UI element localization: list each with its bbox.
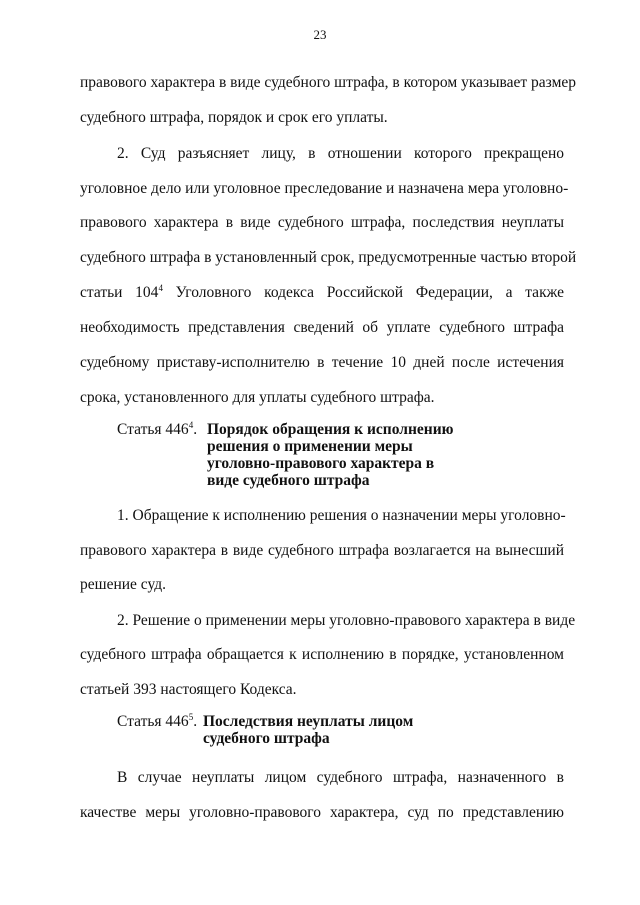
paragraph-line: решение суд.: [80, 576, 166, 593]
paragraph-line: судебного штрафа обращается к исполнению в порядке, установленном: [80, 646, 564, 663]
paragraph-line: 2. Суд разъясняет лицу, в отношении которого прекращено: [117, 145, 564, 162]
statute-superscript: 4: [158, 283, 163, 293]
paragraph-line: В случае неуплаты лицом судебного штрафа, назначенного в: [117, 769, 564, 786]
paragraph-line: правового характера в виде судебного штрафа, последствия неуплаты: [80, 214, 564, 231]
paragraph-line: судебного штрафа в установленный срок, предусмотренные частью второй: [80, 249, 577, 266]
paragraph-line: уголовное дело или уголовное преследование и назначена мера уголовно-: [80, 180, 569, 197]
article-title: Порядок обращения к исполнению решения о применении меры уголовно-правового характера в виде судебного штрафа: [207, 421, 454, 489]
paragraph-line: статьей 393 настоящего Кодекса.: [80, 681, 297, 698]
page-number: 23: [313, 27, 327, 42]
article-label: Статья $446^5$.: [117, 712, 198, 730]
article-label: Статья $446^4$.: [117, 420, 198, 438]
paragraph-line: срока, установленного для уплаты судебного штрафа.: [80, 389, 435, 406]
statute-reference: статьи $104^4$: [80, 283, 163, 301]
paragraph-line: судебного штрафа, порядок и срок его уплаты.: [80, 109, 388, 126]
paragraph-line: качестве меры уголовно-правового характера, суд по представлению: [80, 804, 564, 821]
paragraph-line: правового характера в виде судебного штрафа, в котором указывает размер: [80, 74, 577, 91]
paragraph-line: статьи $104^4$ Уголовного кодекса Российской Федерации, а также: [80, 283, 564, 301]
article-title: Последствия неуплаты лицом судебного штрафа: [203, 713, 414, 747]
paragraph-line: 1. Обращение к исполнению решения о назначении меры уголовно-: [117, 507, 566, 524]
paragraph-line: 2. Решение о применении меры уголовно-правового характера в виде: [117, 612, 576, 629]
paragraph-line: необходимость представления сведений об уплате судебного штрафа: [80, 319, 564, 336]
paragraph-line: судебному приставу-исполнителю в течение 10 дней после истечения: [80, 354, 564, 371]
paragraph-line: правового характера в виде судебного штрафа возлагается на вынесший: [80, 542, 564, 559]
